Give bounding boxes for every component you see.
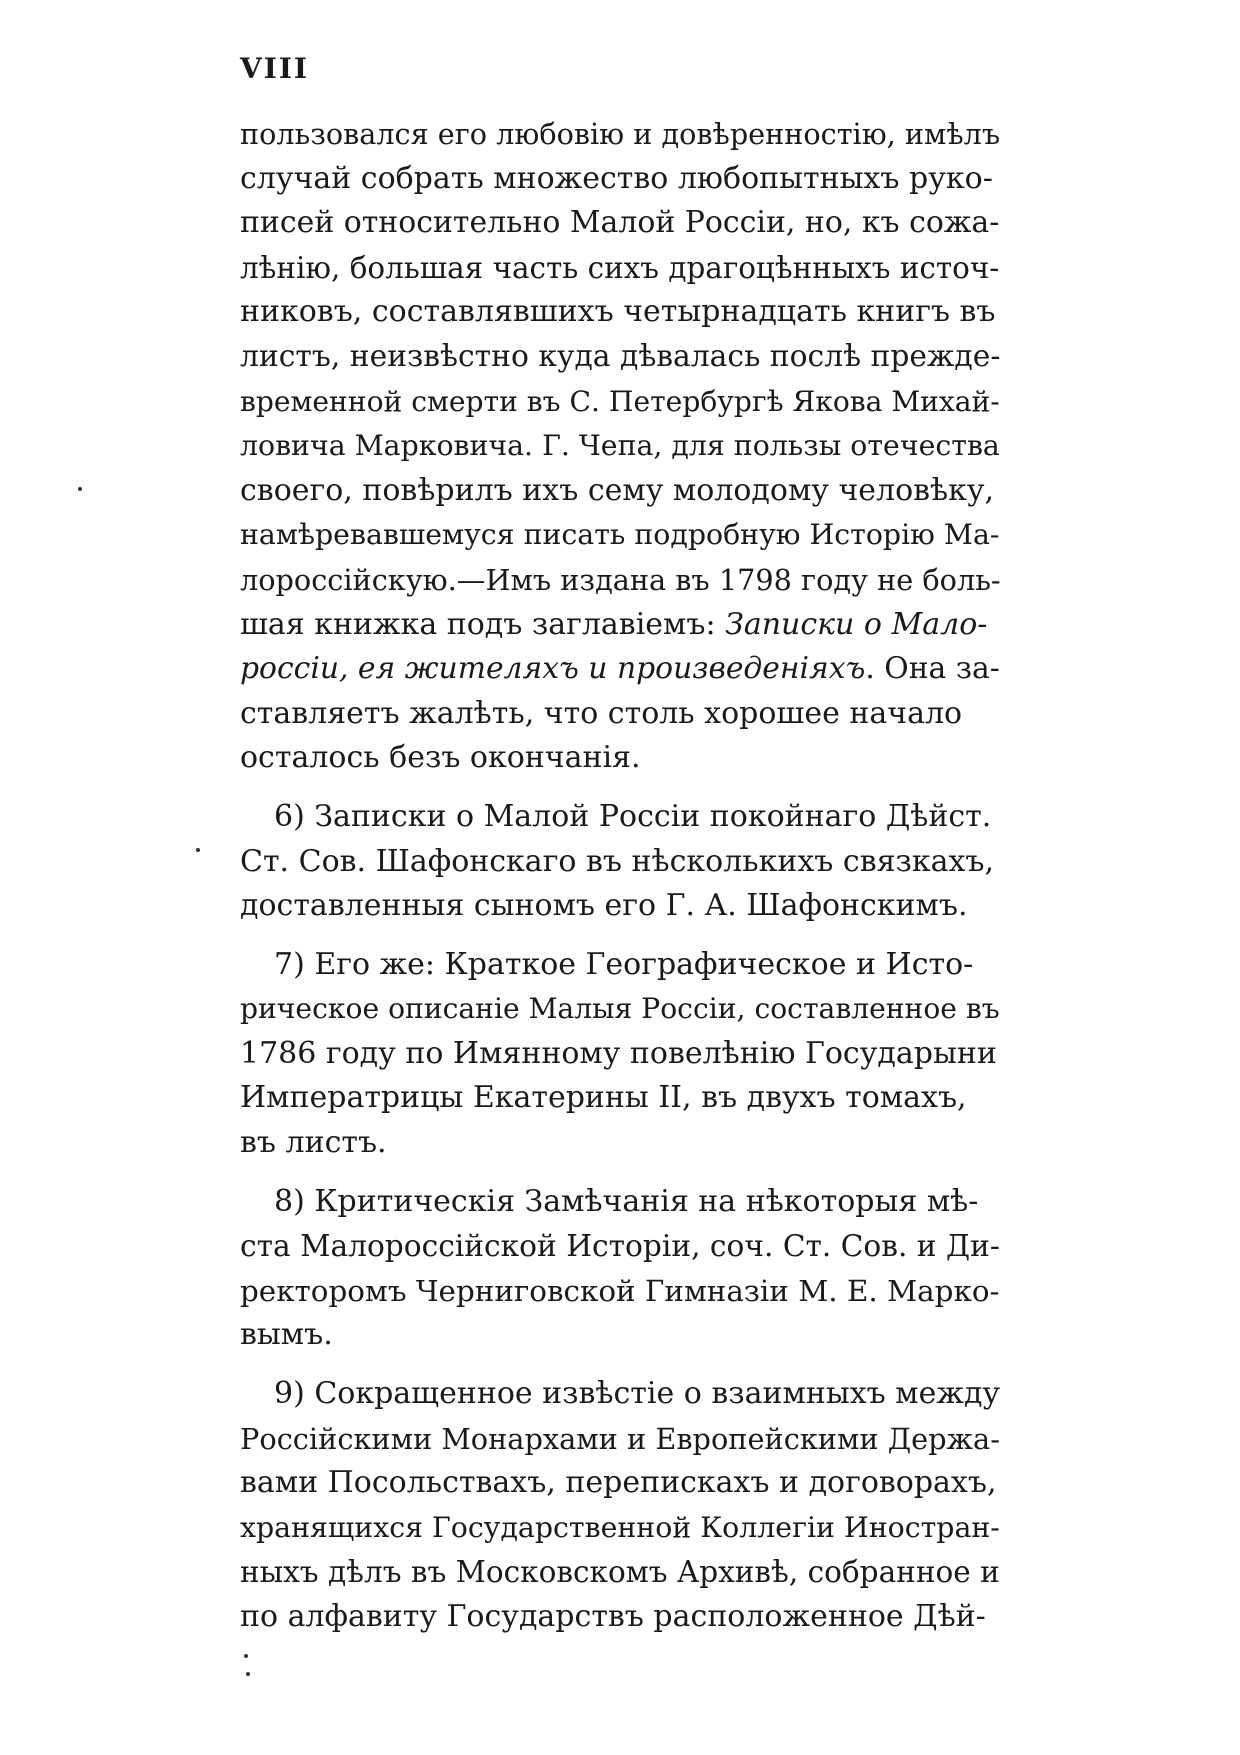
scan-speck [244, 1654, 248, 1658]
line-text: Императрицы Екатерины II, въ двухъ томахъ, [240, 1080, 967, 1116]
paragraph-gap [240, 1166, 1000, 1180]
line-text: хранящихся Государственной Коллегіи Иностран- [240, 1510, 1000, 1544]
line-text: ректоромъ Черниговской Гимназіи М. Е. Марко- [240, 1273, 1000, 1308]
line-text: листъ, неизвѣстно куда дѣвалась послѣ прежде- [240, 338, 1001, 374]
text-line [240, 987, 1000, 1032]
text-line [240, 380, 1000, 425]
line-text: ловича Марковича. Г. Чепа, для пользы отечества [240, 429, 1000, 463]
text-line [240, 603, 1000, 648]
text-line [240, 513, 1000, 558]
text-line [240, 647, 1000, 692]
line-text: лѣнію, большая часть сихъ драгоцѣнныхъ источ- [240, 250, 1000, 285]
text-line [240, 112, 1000, 157]
text-line [240, 1417, 1000, 1462]
line-text: рическое описаніе Малыя Россіи, составленное въ [240, 992, 1000, 1026]
line-text: Ст. Сов. Шафонскаго въ нѣсколькихъ связкахъ, [240, 843, 995, 879]
line-text: шая книжка подъ заглавіемъ: [240, 606, 726, 642]
line-text: вами Посольствахъ, перепискахъ и договорахъ, [240, 1465, 997, 1501]
paragraph-gap [240, 781, 1000, 795]
italic-title-text: Записки о Мало- [725, 606, 988, 642]
text-line [240, 335, 1000, 380]
line-text: по алфавиту Государствъ расположенное Дѣй- [240, 1599, 986, 1634]
text-line [240, 943, 1000, 988]
text-line [240, 290, 1000, 335]
line-text: пользовался его любовію и довѣренностію, имѣлъ [240, 117, 1001, 151]
text-line [240, 1313, 1000, 1358]
paragraph-gap [240, 1358, 1000, 1372]
line-text: ста Малороссійской Исторіи, соч. Ст. Сов. и Ди- [240, 1228, 1000, 1264]
scan-speck [196, 848, 200, 852]
line-text: 8) Критическія Замѣчанія на нѣкоторыя мѣ- [274, 1183, 979, 1219]
text-line [240, 692, 1000, 737]
italic-title-text: россіи, ея жителяхъ и произведеніяхъ [240, 651, 866, 687]
text-line [240, 469, 1000, 514]
text-line [240, 1121, 1000, 1166]
paragraph [240, 795, 1000, 929]
page-number: VIII [240, 52, 310, 85]
text-line [240, 1550, 1000, 1595]
text-line [240, 1224, 1000, 1269]
line-text: 1786 году по Имянному повелѣнію Государыни [240, 1035, 997, 1071]
line-text: лороссійскую.—Имъ издана въ 1798 году не боль- [240, 562, 1001, 597]
text-line [240, 1372, 1000, 1417]
line-text: ныхъ дѣлъ въ Московскомъ Архивѣ, собранное и [240, 1555, 1000, 1590]
line-text: 6) Записки о Малой Россіи покойнаго Дѣйст. [274, 798, 992, 834]
scan-speck [78, 487, 82, 491]
scan-speck [246, 1672, 250, 1676]
paragraph [240, 1372, 1000, 1640]
text-line [240, 1032, 1000, 1077]
text-line [240, 1595, 1000, 1640]
line-text: писей относительно Малой Россіи, но, къ сожа- [240, 205, 1000, 241]
text-line [240, 1461, 1000, 1506]
line-text: никовъ, составлявшихъ четырнадцать книгъ въ [240, 294, 996, 330]
line-text: своего, повѣрилъ ихъ сему молодому человѣку, [240, 472, 995, 508]
text-line [240, 736, 1000, 781]
text-line [240, 884, 1000, 929]
text-line [240, 1076, 1000, 1121]
line-text: доставленныя сыномъ его Г. А. Шафонскимъ. [240, 888, 968, 924]
line-text: въ листъ. [240, 1125, 387, 1161]
text-line [240, 157, 1000, 202]
line-text: временной смерти въ С. Петербургѣ Якова Михай- [240, 384, 1000, 418]
text-line [240, 1269, 1000, 1314]
line-text: вымъ. [240, 1317, 333, 1353]
line-text: намѣревавшемуся писать подробную Исторію Ма- [240, 518, 1000, 552]
text-line [240, 558, 1000, 603]
paragraph-gap [240, 929, 1000, 943]
line-text: случай собрать множество любопытныхъ руко- [240, 160, 993, 196]
line-text: . Она за- [865, 651, 1000, 687]
text-line [240, 840, 1000, 885]
paragraph [240, 1180, 1000, 1358]
text-line [240, 201, 1000, 246]
paragraph [240, 943, 1000, 1166]
line-text: Россійскими Монархами и Европейскими Держа- [240, 1421, 1000, 1456]
line-text: 7) Его же: Краткое Географическое и Исто- [274, 946, 974, 982]
paragraph [240, 112, 1000, 781]
text-line [240, 1506, 1000, 1551]
line-text: 9) Сокращенное извѣстіе о взаимныхъ между [274, 1376, 1001, 1412]
line-text: ставляетъ жалѣть, что столь хорошее начало [240, 695, 963, 731]
text-line [240, 424, 1000, 469]
text-line [240, 1180, 1000, 1225]
body-text [240, 112, 1000, 1640]
line-text: осталось безъ окончанія. [240, 740, 641, 776]
text-line [240, 795, 1000, 840]
text-line [240, 246, 1000, 291]
